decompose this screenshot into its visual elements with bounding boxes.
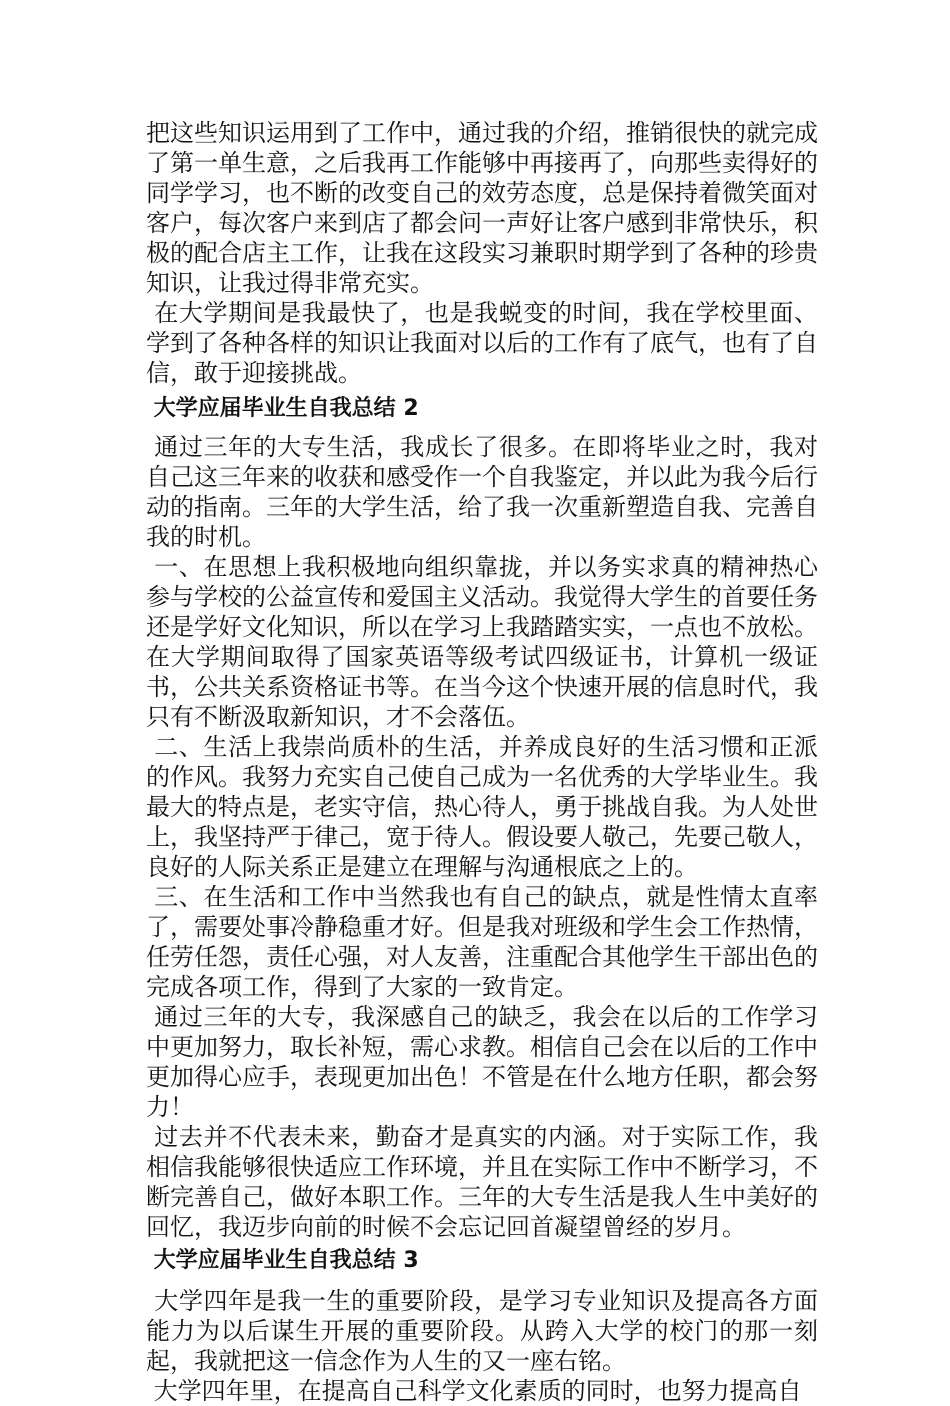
paragraph-life-style: 二、生活上我崇尚质朴的生活，并养成良好的生活习惯和正派的作风。我努力充实自己使自己成为一名优秀的大学毕业生。我最大的特点是，老实守信，热心待人，勇于挑战自我。为人处世上，我坚持严于律己，宽于待人。假设要人敬己，先要己敬人，良好的人际关系正是建立在理解与沟通根底之上的。: [146, 733, 819, 881]
paragraph-past-future: 过去并不代表未来，勤奋才是真实的内涵。对于实际工作，我相信我能够很快适应工作环境，并且在实际工作中不断学习，不断完善自己，做好本职工作。三年的大专生活是我人生中美好的回忆，我迈步向前的时候不会忘记回首凝望曾经的岁月。: [146, 1123, 819, 1241]
paragraph-shortcomings: 三、在生活和工作中当然我也有自己的缺点，就是性情太直率了，需要处事冷静稳重才好。但是我对班级和学生会工作热情，任劳任怨，责任心强，对人友善，注重配合其他学生干部出色的完成各项工作，得到了大家的一致肯定。: [146, 883, 819, 1001]
document-body: [146, 118, 818, 1406]
section-heading-summary-3: 大学应届毕业生自我总结 3: [146, 1248, 419, 1273]
paragraph-future-effort: 通过三年的大专，我深感自己的缺乏，我会在以后的工作学习中更加努力，取长补短，需心求教。相信自己会在以后的工作中更加得心应手，表现更加出色！不管是在什么地方任职，都会努力！: [146, 1003, 819, 1121]
section-heading-summary-2: 大学应届毕业生自我总结 2: [146, 396, 419, 421]
paragraph-internship-summary: 把这些知识运用到了工作中，通过我的介绍，推销很快的就完成了第一单生意，之后我再工作能够中再接再了，向那些卖得好的同学学习，也不断的改变自己的效劳态度，总是保持着微笑面对客户，每次客户来到店了都会问一声好让客户感到非常快乐，积极的配合店主工作，让我在这段实习兼职时期学到了各种的珍贵知识，让我过得非常充实。: [146, 119, 818, 297]
paragraph-college-growth: 在大学期间是我最快了，也是我蜕变的时间，我在学校里面、学到了各种各样的知识让我面对以后的工作有了底气，也有了自信，敢于迎接挑战。: [146, 299, 819, 387]
paragraph-intro-three-years: 通过三年的大专生活，我成长了很多。在即将毕业之时，我对自己这三年来的收获和感受作一个自我鉴定，并以此为我今后行动的指南。三年的大学生活，给了我一次重新塑造自我、完善自我的时机。: [146, 433, 819, 551]
paragraph-four-years-quality: 大学四年里，在提高自己科学文化素质的同时，也努力提高自: [146, 1377, 802, 1405]
paragraph-four-years-important: 大学四年是我一生的重要阶段，是学习专业知识及提高各方面能力为以后谋生开展的重要阶段。从跨入大学的校门的那一刻起，我就把这一信念作为人生的又一座右铭。: [146, 1287, 819, 1375]
paragraph-ideology-study: 一、在思想上我积极地向组织靠拢，并以务实求真的精神热心参与学校的公益宣传和爱国主义活动。我觉得大学生的首要任务还是学好文化知识，所以在学习上我踏踏实实，一点也不放松。在大学期间取得了国家英语等级考试四级证书，计算机一级证书，公共关系资格证书等。在当今这个快速开展的信息时代，我只有不断汲取新知识，才不会落伍。: [146, 553, 819, 731]
